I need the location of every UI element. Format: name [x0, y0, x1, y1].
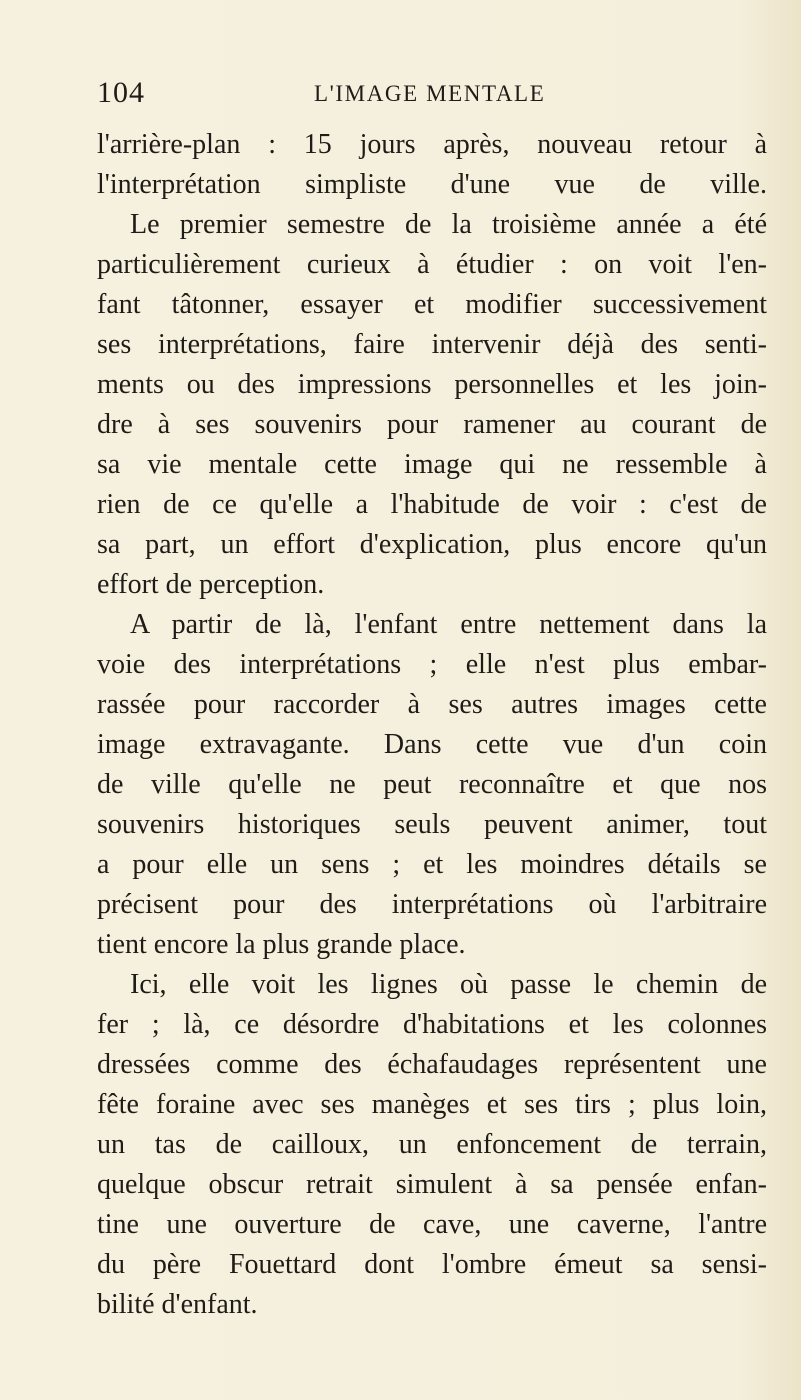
text-line: souvenirs historiques seuls peuvent animer, tout: [97, 809, 767, 840]
text-line: sa vie mentale cette image qui ne ressemble à: [97, 449, 767, 480]
text-line: précisent pour des interprétations où l'arbitraire: [97, 889, 767, 920]
text-line: bilité d'enfant.: [97, 1289, 258, 1320]
text-line: Ici, elle voit les lignes où passe le chemin de: [130, 969, 767, 1000]
page-number: 104: [97, 76, 145, 109]
text-line: a pour elle un sens ; et les moindres détails se: [97, 849, 767, 880]
text-line: rassée pour raccorder à ses autres images cette: [97, 689, 767, 720]
body-text: [97, 125, 767, 1325]
page-header: [97, 76, 767, 116]
text-line: Le premier semestre de la troisième année a été: [130, 209, 767, 240]
text-line: fant tâtonner, essayer et modifier successivement: [97, 289, 767, 320]
running-title: L'IMAGE MENTALE: [314, 81, 546, 106]
text-line: quelque obscur retrait simulent à sa pensée enfan-: [97, 1169, 767, 1200]
text-line: ses interprétations, faire intervenir déjà des senti-: [97, 329, 767, 360]
text-line: de ville qu'elle ne peut reconnaître et que nos: [97, 769, 767, 800]
text-line: l'arrière-plan : 15 jours après, nouveau retour à: [97, 129, 767, 160]
text-line: sa part, un effort d'explication, plus encore qu'un: [97, 529, 767, 560]
text-line: du père Fouettard dont l'ombre émeut sa sensi-: [97, 1249, 767, 1280]
text-line: un tas de cailloux, un enfoncement de terrain,: [97, 1129, 767, 1160]
text-line: particulièrement curieux à étudier : on voit l'en-: [97, 249, 767, 280]
text-line: fête foraine avec ses manèges et ses tirs ; plus loin,: [97, 1089, 767, 1120]
text-line: tient encore la plus grande place.: [97, 929, 466, 960]
text-line: rien de ce qu'elle a l'habitude de voir : c'est de: [97, 489, 767, 520]
text-line: image extravagante. Dans cette vue d'un coin: [97, 729, 767, 760]
text-line: A partir de là, l'enfant entre nettement dans la: [130, 609, 767, 640]
text-line: tine une ouverture de cave, une caverne, l'antre: [97, 1209, 767, 1240]
text-line: dre à ses souvenirs pour ramener au courant de: [97, 409, 767, 440]
text-line: effort de perception.: [97, 569, 325, 600]
text-line: dressées comme des échafaudages représentent une: [97, 1049, 767, 1080]
text-line: voie des interprétations ; elle n'est plus embar-: [97, 649, 767, 680]
text-line: ments ou des impressions personnelles et les join-: [97, 369, 767, 400]
text-line: fer ; là, ce désordre d'habitations et les colonnes: [97, 1009, 767, 1040]
text-line: l'interprétation simpliste d'une vue de ville.: [97, 169, 767, 200]
